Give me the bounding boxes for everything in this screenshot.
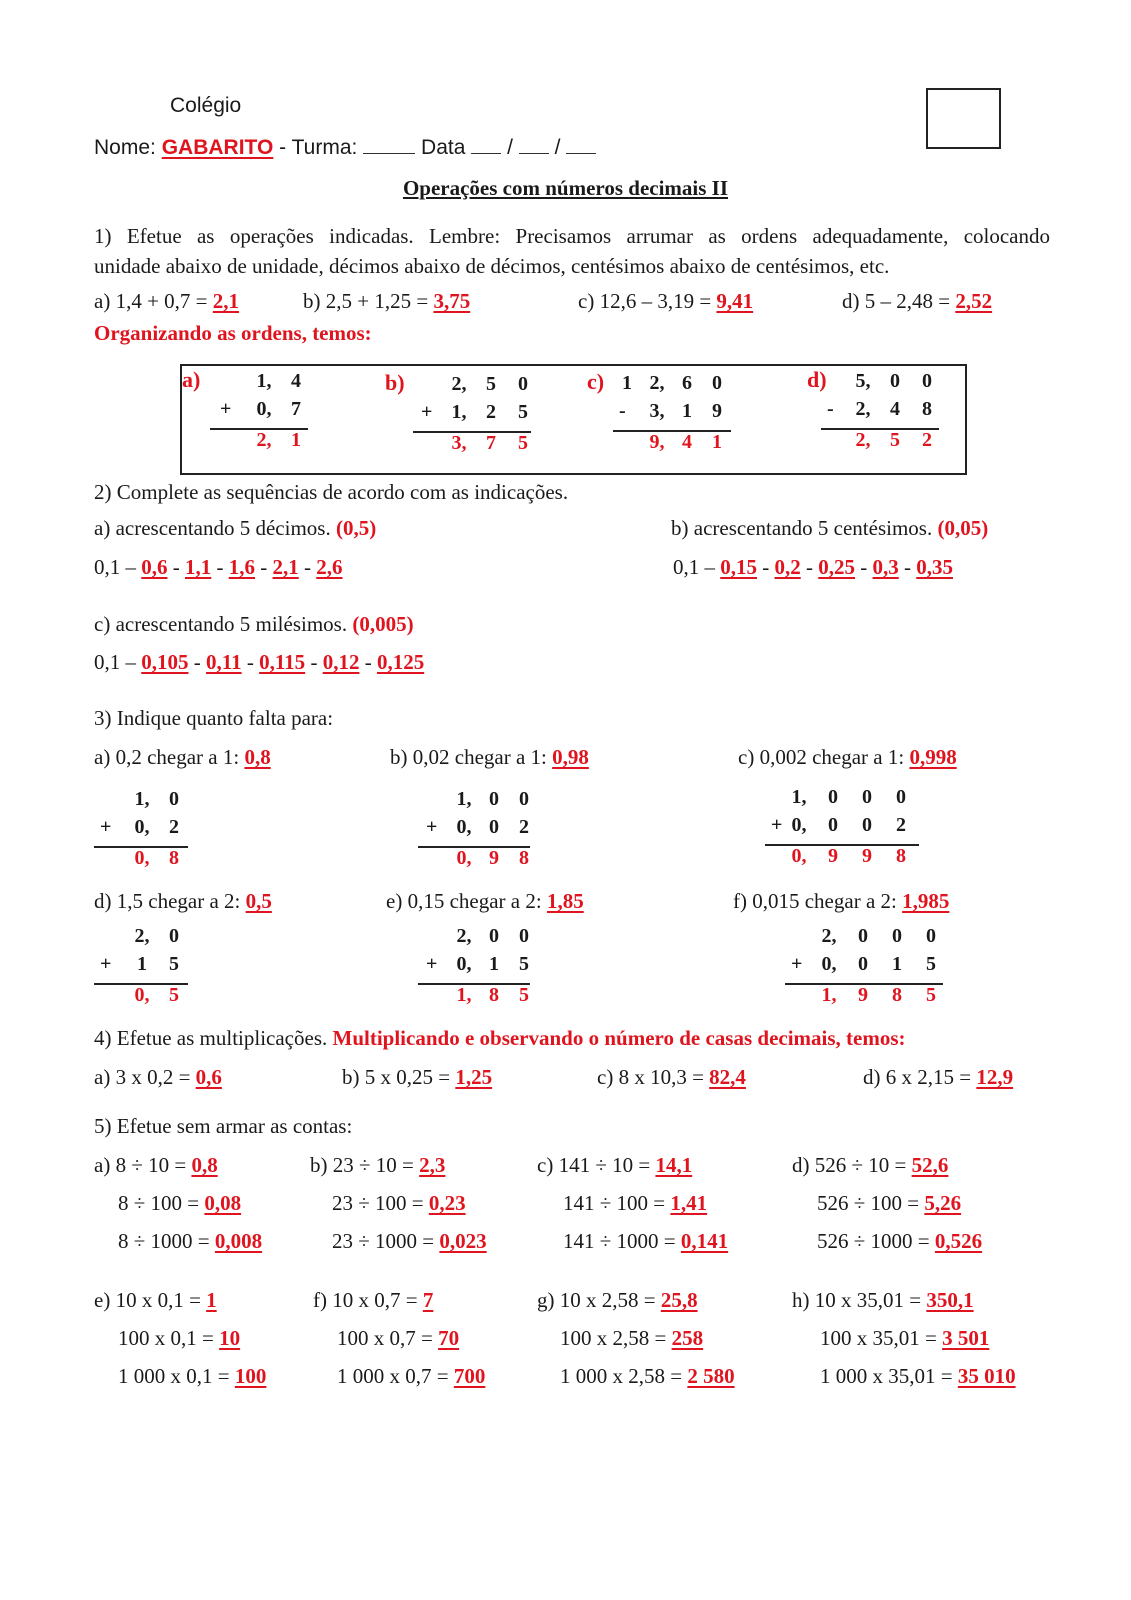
q2-b-text: b) acrescentando 5 centésimos. (0,05) (671, 516, 989, 540)
digit: 5 (169, 984, 179, 1006)
q2-a-hint: (0,5) (335, 516, 377, 540)
q2-c-sequence: 0,1 – 0,105 - 0,11 - 0,115 - 0,12 - 0,125 (94, 650, 425, 674)
q2-a-text: a) acrescentando 5 décimos. (0,5) (94, 516, 377, 540)
digit: 8 (896, 845, 906, 867)
digit: 5 (169, 953, 179, 975)
sum-line (418, 846, 530, 848)
q2-b-sequence: 0,1 – 0,15 - 0,2 - 0,25 - 0,3 - 0,35 (673, 555, 953, 579)
digit: 0, (134, 816, 150, 838)
seq-value: 2,1 (272, 555, 299, 579)
digit: 1 (489, 953, 499, 975)
q2-c-hint: (0,005) (352, 612, 414, 636)
answer: 35 010 (957, 1364, 1016, 1388)
seq-value: 0,35 (916, 555, 953, 579)
digit: 1 (137, 953, 147, 975)
digit: 5 (519, 953, 529, 975)
digit: 1, (134, 788, 150, 810)
seq-value: 0,12 (322, 650, 360, 674)
digit: 3, (649, 400, 665, 422)
q3-item-a: a) 0,2 chegar a 1: 0,8 (94, 745, 271, 769)
answer: 52,6 (911, 1153, 949, 1177)
digit: 0 (712, 372, 722, 394)
q1-prompt-line2: unidade abaixo de unidade, décimos abaixo de décimos, centésimos abaixo de centésimos, etc. (94, 254, 890, 278)
digit: 2, (451, 373, 467, 395)
digit: 0, (791, 845, 807, 867)
day-blank[interactable] (471, 135, 501, 154)
name-label: Nome: (94, 136, 156, 159)
digit: 1, (451, 401, 467, 423)
q2-prompt: 2) Complete as sequências de acordo com as indicações. (94, 480, 569, 504)
q3-item-d: d) 1,5 chegar a 2: 0,5 (94, 889, 272, 913)
digit: 0 (489, 788, 499, 810)
digit: 0 (890, 370, 900, 392)
digit: 0 (862, 814, 872, 836)
answer: 0,08 (204, 1191, 242, 1215)
name-line (94, 135, 596, 160)
digit: 0 (862, 786, 872, 808)
digit: 1, (456, 788, 472, 810)
digit: 0 (519, 788, 529, 810)
plus-sign: + (421, 401, 433, 423)
digit: 0 (858, 925, 868, 947)
q5-div-c1: c) 141 ÷ 10 = 14,1 (537, 1153, 693, 1177)
q5-prompt: 5) Efetue sem armar as contas: (94, 1114, 353, 1138)
operation-label: d) (807, 367, 827, 392)
q5-div-a3: 8 ÷ 1000 = 0,008 (118, 1229, 263, 1253)
q5-div-d2: 526 ÷ 100 = 5,26 (817, 1191, 962, 1215)
q1-item-d: d) 5 – 2,48 = 2,52 (842, 289, 993, 313)
plus-sign: + (100, 816, 112, 838)
answer: 0,8 (244, 745, 271, 769)
answer: 2,3 (419, 1153, 446, 1177)
plus-sign: + (791, 953, 803, 975)
digit: 9 (862, 845, 872, 867)
plus-sign: + (426, 953, 438, 975)
answer: 7 (422, 1288, 434, 1312)
page-title: Operações com números decimais II (402, 176, 729, 200)
digit: 0, (821, 953, 837, 975)
digit: 0 (169, 788, 179, 810)
q2-a-sequence: 0,1 – 0,6 - 1,1 - 1,6 - 2,1 - 2,6 (94, 555, 343, 579)
digit: 5 (926, 984, 936, 1006)
answer: 0,141 (680, 1229, 729, 1253)
q3-item-f: f) 0,015 chegar a 2: 1,985 (733, 889, 950, 913)
digit: 0, (456, 816, 472, 838)
answer: 1,25 (455, 1065, 493, 1089)
digit: 2, (649, 372, 665, 394)
q5-mul-g1: g) 10 x 2,58 = 25,8 (537, 1288, 698, 1312)
digit: 5, (855, 370, 871, 392)
answer: 258 (671, 1326, 704, 1350)
digit: 8 (892, 984, 902, 1006)
digit: 1 (622, 372, 632, 394)
digit: 2, (821, 925, 837, 947)
digit: 5 (519, 984, 529, 1006)
answer: 82,4 (709, 1065, 746, 1089)
q5-div-b1: b) 23 ÷ 10 = 2,3 (310, 1153, 446, 1177)
digit: 2, (855, 398, 871, 420)
digit: 0 (169, 925, 179, 947)
digit: 0 (858, 953, 868, 975)
digit: 1 (892, 953, 902, 975)
answer: 0,023 (439, 1229, 487, 1253)
date-slash: / (507, 136, 513, 159)
digit: 9 (828, 845, 838, 867)
answer: 0,008 (214, 1229, 263, 1253)
seq-value: 2,6 (316, 555, 343, 579)
digit: 1 (712, 431, 722, 453)
digit: 0, (456, 847, 472, 869)
answer: 5,26 (924, 1191, 962, 1215)
answer: 1,985 (902, 889, 950, 913)
q5-mul-e3: 1 000 x 0,1 = 100 (118, 1364, 267, 1388)
digit: 9 (858, 984, 868, 1006)
q5-mul-g2: 100 x 2,58 = 258 (560, 1326, 704, 1350)
seq-value: 1,6 (228, 555, 255, 579)
digit: 5 (926, 953, 936, 975)
digit: 1, (821, 984, 837, 1006)
digit: 0 (519, 925, 529, 947)
digit: 7 (291, 398, 301, 420)
minus-sign: - (827, 398, 834, 420)
answer: 0,526 (934, 1229, 983, 1253)
grade-box (926, 88, 1001, 149)
answer: 0,23 (428, 1191, 466, 1215)
year-blank[interactable] (566, 135, 596, 154)
q4-prompt: 4) Efetue as multiplicações. Multiplicando e observando o número de casas decimais, temos: (94, 1026, 906, 1050)
seq-value: 1,1 (185, 555, 212, 579)
q5-div-b2: 23 ÷ 100 = 0,23 (332, 1191, 466, 1215)
school-label: Colégio (170, 94, 242, 117)
digit: 1 (682, 400, 692, 422)
digit: 0, (256, 398, 272, 420)
q5-mul-g3: 1 000 x 2,58 = 2 580 (560, 1364, 735, 1388)
digit: 8 (519, 847, 529, 869)
digit: 1, (456, 984, 472, 1006)
answer: 2,52 (955, 289, 993, 313)
q5-div-c3: 141 ÷ 1000 = 0,141 (563, 1229, 729, 1253)
q4-item-c: c) 8 x 10,3 = 82,4 (597, 1065, 746, 1089)
digit: 0 (926, 925, 936, 947)
digit: 0, (456, 953, 472, 975)
answer: 9,41 (716, 289, 754, 313)
digit: 5 (486, 373, 496, 395)
digit: 0 (896, 786, 906, 808)
answer: 0,6 (195, 1065, 222, 1089)
q5-mul-e2: 100 x 0,1 = 10 (118, 1326, 241, 1350)
turma-blank[interactable] (363, 135, 415, 154)
q3-prompt: 3) Indique quanto falta para: (94, 706, 334, 730)
q1-prompt-line1: 1) Efetue as operações indicadas. Lembre: Precisamos arrumar as ordens adequadamente, colocando (94, 224, 1050, 248)
digit: 0 (892, 925, 902, 947)
answer: 1,41 (670, 1191, 708, 1215)
digit: 8 (922, 398, 932, 420)
q5-mul-f2: 100 x 0,7 = 70 (337, 1326, 460, 1350)
digit: 0 (489, 925, 499, 947)
q5-mul-f1: f) 10 x 0,7 = 7 (313, 1288, 434, 1312)
minus-sign: - (619, 400, 626, 422)
q5-div-d1: d) 526 ÷ 10 = 52,6 (792, 1153, 949, 1177)
digit: 0, (134, 984, 150, 1006)
answer: 14,1 (655, 1153, 693, 1177)
q4-item-a: a) 3 x 0,2 = 0,6 (94, 1065, 222, 1089)
seq-value: 0,15 (720, 555, 757, 579)
answer: 3 501 (942, 1326, 990, 1350)
digit: 9 (712, 400, 722, 422)
digit: 0, (134, 847, 150, 869)
turma-label: - Turma: (279, 136, 358, 159)
seq-value: 0,105 (141, 650, 189, 674)
digit: 8 (169, 847, 179, 869)
seq-value: 0,125 (376, 650, 425, 674)
data-label: Data (421, 136, 466, 159)
seq-value: 0,2 (774, 555, 801, 579)
digit: 2, (256, 429, 272, 451)
digit: 3, (451, 432, 467, 454)
q1-item-b: b) 2,5 + 1,25 = 3,75 (303, 289, 471, 313)
digit: 2 (519, 816, 529, 838)
digit: 0 (518, 373, 528, 395)
q5-div-a2: 8 ÷ 100 = 0,08 (118, 1191, 242, 1215)
answer: 350,1 (926, 1288, 974, 1312)
digit: 5 (518, 401, 528, 423)
answer: 0,5 (245, 889, 272, 913)
digit: 0 (922, 370, 932, 392)
q5-div-d3: 526 ÷ 1000 = 0,526 (817, 1229, 983, 1253)
digit: 1, (791, 786, 807, 808)
digit: 6 (682, 372, 692, 394)
seq-value: 0,25 (818, 555, 855, 579)
seq-value: 0,3 (872, 555, 899, 579)
digit: 2 (896, 814, 906, 836)
operation-label: a) (182, 367, 201, 392)
digit: 2, (456, 925, 472, 947)
digit: 2, (134, 925, 150, 947)
digit: 5 (890, 429, 900, 451)
q5-mul-e1: e) 10 x 0,1 = 1 (94, 1288, 217, 1312)
q2-b-hint: (0,05) (937, 516, 989, 540)
answer: 25,8 (660, 1288, 698, 1312)
plus-sign: + (771, 814, 783, 836)
q4-item-d: d) 6 x 2,15 = 12,9 (863, 1065, 1014, 1089)
answer: 3,75 (433, 289, 471, 313)
digit: 0 (828, 786, 838, 808)
seq-value: 0,6 (141, 555, 168, 579)
answer: 2 580 (687, 1364, 735, 1388)
seq-value: 0,115 (259, 650, 306, 674)
digit: 2 (486, 401, 496, 423)
digit: 2 (922, 429, 932, 451)
digit: 8 (489, 984, 499, 1006)
answer: 700 (453, 1364, 486, 1388)
q3-item-b: b) 0,02 chegar a 1: 0,98 (390, 745, 589, 769)
digit: 4 (682, 431, 692, 453)
answer: 0,998 (909, 745, 957, 769)
operation-label: c) (587, 369, 605, 394)
q1-item-a: a) 1,4 + 0,7 = 2,1 (94, 289, 240, 313)
answer: 2,1 (212, 289, 240, 313)
plus-sign: + (426, 816, 438, 838)
q5-mul-h2: 100 x 35,01 = 3 501 (820, 1326, 990, 1350)
answer: 1 (206, 1288, 217, 1312)
q3-item-e: e) 0,15 chegar a 2: 1,85 (386, 889, 584, 913)
digit: 0 (489, 816, 499, 838)
digit: 1, (256, 370, 272, 392)
q5-mul-f3: 1 000 x 0,7 = 700 (337, 1364, 486, 1388)
plus-sign: + (100, 953, 112, 975)
q5-mul-h3: 1 000 x 35,01 = 35 010 (820, 1364, 1016, 1388)
digit: 5 (518, 432, 528, 454)
plus-sign: + (220, 398, 232, 420)
name-value: GABARITO (161, 136, 274, 159)
sum-line (418, 983, 530, 985)
month-blank[interactable] (519, 135, 549, 154)
digit: 2, (855, 429, 871, 451)
operation-label: b) (385, 370, 405, 395)
q1-organizing-label: Organizando as ordens, temos: (94, 321, 372, 345)
q2-c-text: c) acrescentando 5 milésimos. (0,005) (94, 612, 414, 636)
sum-line (413, 431, 531, 433)
q4-item-b: b) 5 x 0,25 = 1,25 (342, 1065, 493, 1089)
date-slash: / (554, 136, 561, 159)
answer: 1,85 (546, 889, 584, 913)
q3-item-c: c) 0,002 chegar a 1: 0,998 (738, 745, 957, 769)
answer: 70 (438, 1326, 460, 1350)
digit: 1 (291, 429, 301, 451)
digit: 9, (649, 431, 665, 453)
answer: 0,8 (191, 1153, 218, 1177)
q5-div-a1: a) 8 ÷ 10 = 0,8 (94, 1153, 218, 1177)
answer: 100 (234, 1364, 267, 1388)
q4-hint: Multiplicando e observando o número de casas decimais, temos: (332, 1026, 906, 1050)
q5-div-b3: 23 ÷ 1000 = 0,023 (332, 1229, 487, 1253)
q5-mul-h1: h) 10 x 35,01 = 350,1 (792, 1288, 974, 1312)
digit: 0, (791, 814, 807, 836)
digit: 0 (828, 814, 838, 836)
q1-item-c: c) 12,6 – 3,19 = 9,41 (578, 289, 754, 313)
digit: 2 (169, 816, 179, 838)
seq-value: 0,11 (206, 650, 242, 674)
q5-div-c2: 141 ÷ 100 = 1,41 (563, 1191, 708, 1215)
answer: 12,9 (976, 1065, 1014, 1089)
answer: 0,98 (552, 745, 589, 769)
digit: 4 (890, 398, 900, 420)
digit: 7 (486, 432, 496, 454)
digit: 9 (489, 847, 499, 869)
digit: 4 (291, 370, 301, 392)
answer: 10 (219, 1326, 241, 1350)
